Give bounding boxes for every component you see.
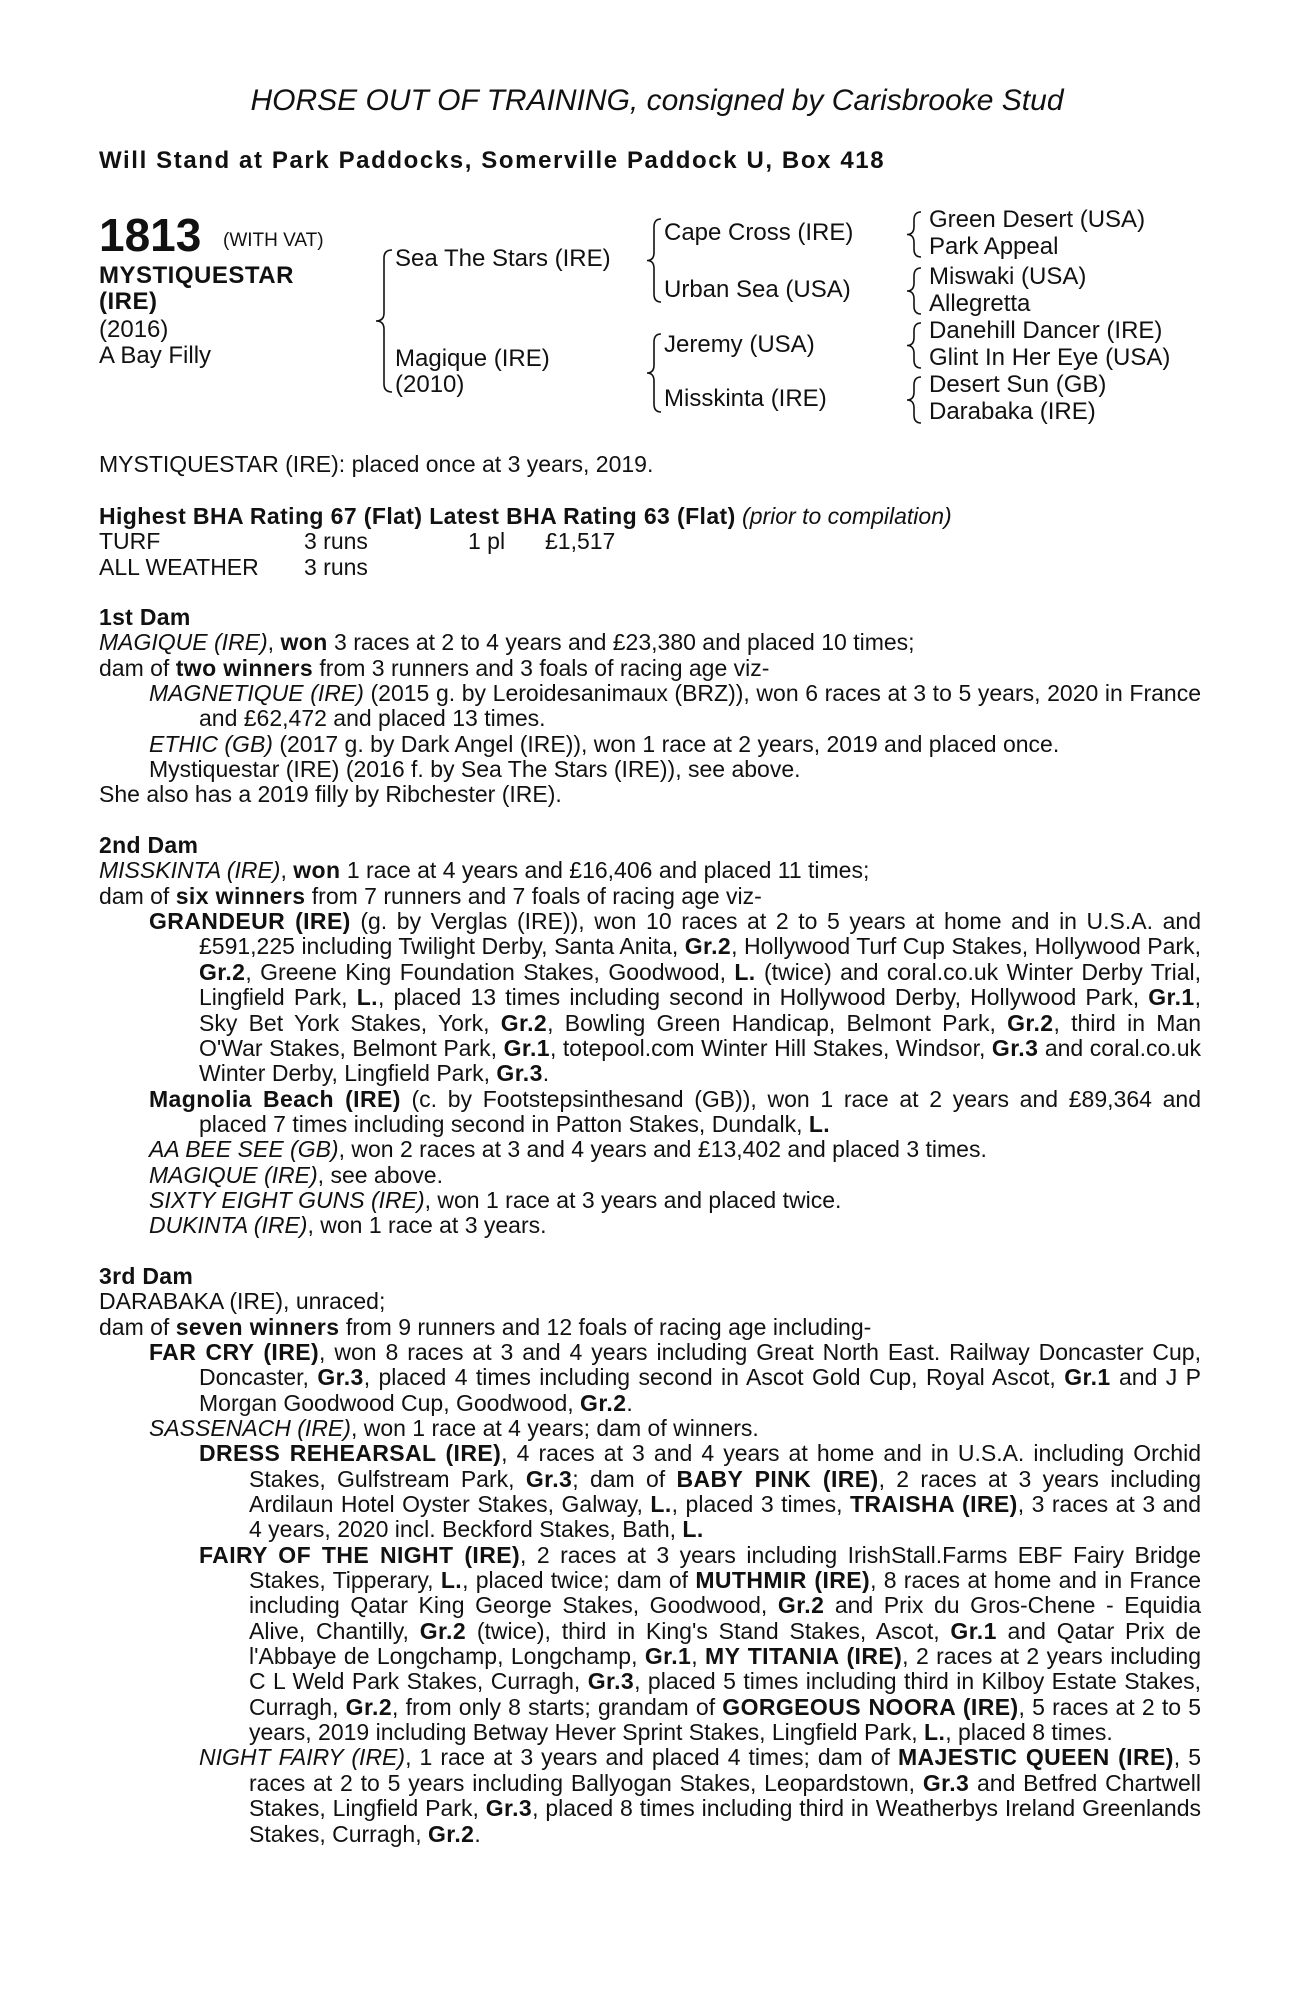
pedigree-dam-year: (2010) [395, 371, 465, 398]
pedigree-gen3: Miswaki (USA) [929, 263, 1087, 290]
gen3-bracket [907, 323, 921, 368]
entry-text: , placed 13 times including second in Hollywood Derby, Hollywood Park, [377, 984, 1149, 1011]
pedigree-entry [99, 1087, 1201, 1138]
entry-text: , [267, 629, 281, 656]
entry-text: (g. by Verglas (IRE)), won 10 races at 2 to 5 years at home and in U.S.A. and £591,225 including Twilight Derby, Santa Anita, [199, 908, 1201, 960]
entry-text: (twice) and coral.co.uk Winter Derby Trial, Lingfield Park, [199, 958, 1201, 1011]
entry-text: , placed 3 times, [671, 1491, 850, 1518]
pedigree-entry [99, 1163, 1201, 1188]
italic-text: ETHIC (GB) [149, 730, 273, 757]
entry-text: (c. by Footstepsinthesand (GB)), won 1 race at 2 years and £89,364 and placed 7 times including second in Patton Stakes, Dundalk, [199, 1085, 1201, 1137]
pedigree-entry [99, 630, 1201, 655]
bold-text: MAJESTIC QUEEN (IRE) [897, 1744, 1174, 1771]
italic-text: SASSENACH (IRE) [149, 1415, 351, 1441]
pedigree-entry [99, 884, 1201, 909]
bold-text: L. [734, 958, 756, 985]
bold-text: L. [356, 984, 378, 1011]
bold-text: BABY PINK (IRE) [676, 1465, 879, 1492]
bold-text: L. [682, 1516, 704, 1543]
bold-text: L. [808, 1110, 831, 1137]
entry-text: . [626, 1389, 633, 1416]
bold-text: Gr.2 [684, 933, 732, 960]
entry-text: , placed twice; dam of [462, 1567, 696, 1594]
entry-text: and Prix du Gros-Chene - Equidia Alive, Chantilly, [249, 1592, 1201, 1644]
pedigree-entry [99, 858, 1201, 883]
pedigree-dam: Magique (IRE) [395, 345, 550, 372]
entry-text: , placed 4 times including second in Ascot Gold Cup, Royal Ascot, [363, 1364, 1065, 1391]
bold-text: Gr.1 [1064, 1364, 1111, 1391]
bold-text: Magnolia Beach (IRE) [149, 1085, 401, 1112]
pedigree-gen2: Cape Cross (IRE) [664, 219, 854, 246]
bold-text: six winners [175, 882, 306, 909]
italic-text: DUKINTA (IRE) [149, 1212, 308, 1239]
pedigree-gen3: Desert Sun (GB) [929, 371, 1107, 398]
entry-text: (2015 g. by Leroidesanimaux (BRZ)), won 6 races at 3 to 5 years, 2020 in France and £62,472 and placed 13 times. [199, 680, 1202, 732]
entry-text: , placed 5 times including third in Kilboy Estate Stakes, Curragh, [249, 1668, 1202, 1720]
bold-text: DRESS REHEARSAL (IRE) [199, 1440, 502, 1467]
sire-dam-bracket [376, 250, 392, 392]
italic-text: MAGIQUE (IRE) [99, 629, 268, 656]
pedigree-entry [99, 1188, 1201, 1213]
pedigree-gen3: Glint In Her Eye (USA) [929, 344, 1171, 371]
granddam-bracket [647, 334, 661, 412]
pedigree-gen2: Misskinta (IRE) [664, 385, 827, 412]
bold-text: FAIRY OF THE NIGHT (IRE) [199, 1541, 521, 1568]
gen3-bracket [907, 268, 921, 314]
record-runs: 3 runs [304, 528, 368, 554]
entry-text: , [691, 1643, 706, 1670]
entry-text: and J P Morgan Goodwood Cup, Goodwood, [199, 1364, 1202, 1416]
pedigree-entry [99, 1416, 1201, 1441]
bold-text: Gr.2 [1007, 1009, 1054, 1036]
pedigree-sire: Sea The Stars (IRE) [395, 245, 611, 272]
pedigree-entry [99, 1213, 1201, 1238]
bold-text: Gr.2 [419, 1617, 467, 1644]
pedigree-gen3: Darabaka (IRE) [929, 398, 1096, 425]
entry-text: , won 8 races at 3 and 4 years including Great North East. Railway Doncaster Cup, Doncaster, [199, 1338, 1201, 1391]
horse-name: MYSTIQUESTAR [99, 262, 294, 289]
pedigree-gen3: Allegretta [929, 290, 1031, 317]
pedigree-entry [99, 1340, 1201, 1416]
stand-location: Will Stand at Park Paddocks, Somerville Paddock U, Box 418 [99, 147, 886, 174]
bold-text: GORGEOUS NOORA (IRE) [722, 1693, 1019, 1720]
entry-text: , won 2 races at 3 and 4 years and £13,402 and placed 3 times. [338, 1136, 987, 1163]
bha-rating [99, 503, 952, 530]
bha-rating-note: (prior to compilation) [742, 503, 952, 529]
entry-text: , 2 races at 3 years including Ardilaun Hotel Oyster Stakes, Galway, [249, 1465, 1201, 1518]
bold-text: Gr.2 [500, 1009, 548, 1036]
pedigree-entry [99, 909, 1201, 1086]
entry-text: , 2 races at 2 years including C L Weld Park Stakes, Curragh, [249, 1643, 1201, 1695]
bold-text: Gr.2 [345, 1693, 393, 1720]
entry-text: Mystiquestar (IRE) (2016 f. by Sea The Stars (IRE)), see above. [149, 756, 801, 783]
dam-section [99, 833, 1201, 1239]
bold-text: Gr.2 [777, 1592, 825, 1619]
italic-text: MISSKINTA (IRE) [99, 857, 281, 884]
record-surface: TURF [99, 528, 161, 554]
entry-text: ; dam of [572, 1465, 677, 1492]
bold-text: Gr.3 [991, 1034, 1039, 1061]
pedigree-gen2: Jeremy (USA) [664, 331, 815, 358]
foaling-year: (2016) [99, 316, 169, 343]
entry-text: 1 race at 4 years and £16,406 and placed 11 times; [340, 857, 870, 884]
entry-text: from 7 runners and 7 foals of racing age viz- [305, 882, 762, 909]
entry-text: from 3 runners and 3 foals of racing age viz- [313, 654, 770, 681]
bold-text: GRANDEUR (IRE) [149, 908, 351, 935]
dam-section [99, 605, 1201, 808]
bold-text: seven winners [175, 1313, 340, 1340]
pedigree-entry [99, 1745, 1201, 1846]
entry-text: , from only 8 starts; grandam of [392, 1693, 723, 1720]
bold-text: Gr.1 [503, 1034, 550, 1061]
bold-text: Gr.3 [496, 1060, 543, 1087]
bold-text: TRAISHA (IRE) [849, 1491, 1018, 1518]
bold-text: MY TITANIA (IRE) [705, 1643, 903, 1670]
bold-text: Gr.1 [1148, 984, 1195, 1011]
entry-text: dam of [99, 882, 176, 909]
bold-text: Gr.1 [644, 1643, 692, 1670]
bold-text: L. [924, 1719, 946, 1746]
section-heading: 2nd Dam [99, 832, 199, 859]
bold-text: Gr.1 [950, 1617, 997, 1644]
bold-text: Gr.2 [580, 1389, 627, 1416]
bold-text: L. [650, 1491, 672, 1518]
bold-text: FAR CRY (IRE) [149, 1338, 320, 1365]
bold-text: won [293, 857, 341, 884]
horse-name-country: (IRE) [99, 288, 158, 315]
section-heading: 3rd Dam [99, 1262, 194, 1289]
pedigree-entry [99, 1289, 1201, 1314]
entry-text: and coral.co.uk Winter Derby, Lingfield Park, [199, 1034, 1201, 1087]
bha-rating-text: Highest BHA Rating 67 (Flat) Latest BHA Rating 63 (Flat) [99, 503, 736, 529]
entry-text: 3 races at 2 to 4 years and £23,380 and placed 10 times; [327, 629, 915, 656]
entry-text: , Sky Bet York Stakes, York, [199, 984, 1202, 1036]
bold-text: Gr.2 [199, 958, 246, 985]
catalogue-body [99, 605, 1201, 1872]
pedigree-entry [99, 1137, 1201, 1162]
entry-text: , placed 8 times. [945, 1719, 1113, 1746]
entry-text: , won 1 race at 3 years. [307, 1212, 547, 1239]
bold-text: Gr.3 [485, 1795, 533, 1822]
grandsire-bracket [647, 219, 661, 302]
italic-text: AA BEE SEE (GB) [149, 1136, 339, 1163]
italic-text: SIXTY EIGHT GUNS (IRE) [149, 1186, 425, 1213]
entry-text: (twice), third in King's Stand Stakes, Ascot, [466, 1617, 951, 1644]
entry-text: , see above. [317, 1161, 443, 1188]
bold-text: Gr.3 [525, 1465, 573, 1492]
record-placed: 1 pl [468, 528, 506, 554]
bold-text: Gr.3 [587, 1668, 635, 1695]
bold-text: Gr.3 [922, 1769, 970, 1796]
pedigree-entry [99, 782, 1201, 807]
italic-text: MAGIQUE (IRE) [149, 1161, 318, 1188]
entry-text: , placed 8 times including third in Weatherbys Ireland Greenlands Stakes, Curragh, [249, 1795, 1202, 1847]
record-surface: ALL WEATHER [99, 554, 259, 580]
italic-text: NIGHT FAIRY (IRE) [199, 1744, 406, 1771]
entry-text: , 5 races at 2 to 5 years including Ballyogan Stakes, Leopardstown, [249, 1744, 1202, 1796]
entry-text: , 5 races at 2 to 5 years, 2019 including Betway Hever Sprint Stakes, Lingfield Park, [249, 1693, 1201, 1746]
dam-section [99, 1264, 1201, 1847]
entry-text: (2017 g. by Dark Angel (IRE)), won 1 race at 2 years, 2019 and placed once. [272, 730, 1060, 757]
bold-text: two winners [175, 654, 314, 681]
entry-text: , won 1 race at 4 years; dam of winners. [350, 1415, 759, 1441]
vat-note: (WITH VAT) [223, 230, 324, 251]
bold-text: L. [440, 1567, 463, 1594]
bold-text: Gr.2 [427, 1820, 475, 1847]
entry-text: , third in Man O'War Stakes, Belmont Park, [199, 1009, 1201, 1061]
horse-description: A Bay Filly [99, 342, 212, 369]
entry-text: DARABAKA (IRE), unraced; [99, 1288, 386, 1315]
entry-text: dam of [99, 654, 176, 681]
pedigree-entry [99, 732, 1201, 757]
entry-text: , 1 race at 3 years and placed 4 times; dam of [405, 1744, 898, 1771]
pedigree-gen3: Park Appeal [929, 233, 1059, 260]
bold-text: won [280, 629, 328, 656]
section-heading: 1st Dam [99, 604, 191, 630]
bold-text: MUTHMIR (IRE) [695, 1567, 871, 1594]
entry-text: , totepool.com Winter Hill Stakes, Windsor, [549, 1034, 992, 1061]
pedigree-entry [99, 1441, 1201, 1542]
entry-text: , won 1 race at 3 years and placed twice. [424, 1186, 842, 1213]
entry-text: . [542, 1060, 550, 1087]
entry-text: , 8 races at home and in France including Qatar King George Stakes, Goodwood, [249, 1567, 1202, 1619]
pedigree-entry [99, 656, 1201, 681]
entry-text: and Betfred Chartwell Stakes, Lingfield Park, [249, 1769, 1201, 1822]
pedigree-gen2: Urban Sea (USA) [664, 276, 851, 303]
pedigree-entry [99, 1543, 1201, 1746]
bold-text: Gr.3 [317, 1364, 364, 1391]
entry-text: . [474, 1820, 481, 1847]
record-runs: 3 runs [304, 554, 368, 580]
record-prize: £1,517 [545, 528, 616, 554]
pedigree-gen3: Danehill Dancer (IRE) [929, 317, 1163, 344]
entry-text: , 4 races at 3 and 4 years at home and in U.S.A. including Orchid Stakes, Gulfstream Park, [249, 1440, 1201, 1492]
page-title: HORSE OUT OF TRAINING, consigned by Carisbrooke Stud [250, 84, 1064, 117]
entry-text: She also has a 2019 filly by Ribchester (IRE). [99, 781, 562, 808]
gen3-bracket [907, 377, 921, 423]
entry-text: , Greene King Foundation Stakes, Goodwood, [245, 958, 735, 985]
entry-text: , 3 races at 3 and 4 years, 2020 incl. Beckford Stakes, Bath, [249, 1491, 1201, 1543]
gen3-bracket [907, 212, 921, 257]
pedigree-entry [99, 681, 1201, 732]
pedigree-entry [99, 757, 1201, 782]
lot-number: 1813 [99, 209, 202, 261]
entry-text: , Hollywood Turf Cup Stakes, Hollywood Park, [731, 933, 1201, 960]
entry-text: and Qatar Prix de l'Abbaye de Longchamp, Longchamp, [249, 1617, 1201, 1670]
entry-text: , [280, 857, 294, 884]
entry-text: dam of [99, 1313, 176, 1340]
pedigree-gen3: Green Desert (USA) [929, 206, 1146, 233]
entry-text: , 2 races at 3 years including IrishStall.Farms EBF Fairy Bridge Stakes, Tipperary, [249, 1541, 1201, 1594]
entry-text: from 9 runners and 12 foals of racing age including- [339, 1313, 872, 1340]
entry-text: , Bowling Green Handicap, Belmont Park, [547, 1009, 1008, 1036]
race-summary: MYSTIQUESTAR (IRE): placed once at 3 years, 2019. [99, 451, 654, 477]
pedigree-entry [99, 1315, 1201, 1340]
italic-text: MAGNETIQUE (IRE) [149, 680, 364, 707]
